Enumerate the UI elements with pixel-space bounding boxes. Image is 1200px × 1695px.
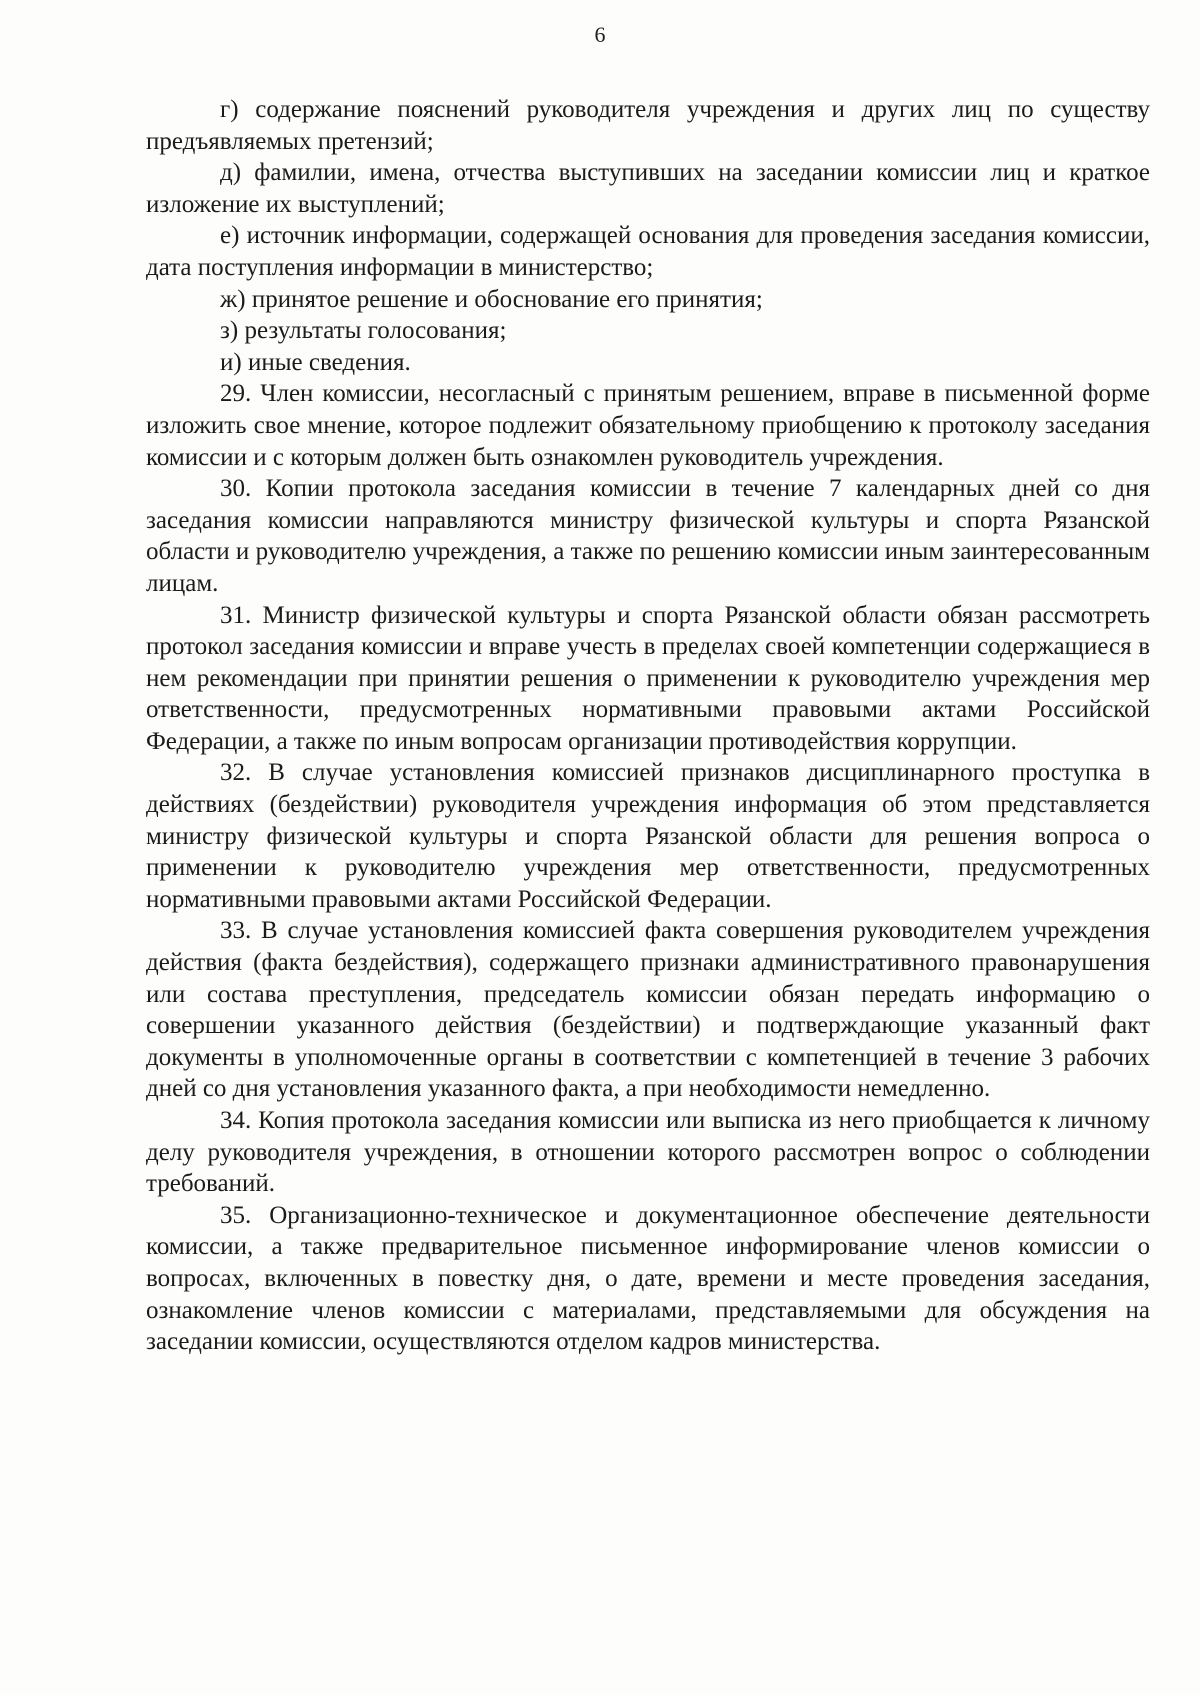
paragraph-30: 30. Копии протокола заседания комиссии в течение 7 календарных дней со дня заседания комиссии направляются министру физической культуры и спорта Рязанской области и руководителю учреждения, а также по решению комиссии иным заинтересованным лицам. bbox=[146, 475, 1150, 597]
paragraph-item-d: д) фамилии, имена, отчества выступивших на заседании комиссии лиц и краткое изложение их выступлений; bbox=[146, 159, 1150, 218]
page-number: 6 bbox=[594, 22, 606, 47]
paragraph-item-z: з) результаты голосования; bbox=[220, 317, 507, 345]
paragraph-item-g: г) содержание пояснений руководителя учреждения и других лиц по существу предъявляемых претензий; bbox=[146, 96, 1150, 155]
document-body bbox=[146, 94, 1150, 1358]
paragraph-32: 32. В случае установления комиссией признаков дисциплинарного проступка в действиях (бездействии) руководителя учреждения информация об этом представляется министру физической культуры и спорта Рязанской области для решения вопроса о применении к руководителю учреждения мер ответственности, предусмотренных нормативными правовыми актами Российской Федерации. bbox=[146, 759, 1150, 913]
paragraph-29: 29. Член комиссии, несогласный с принятым решением, вправе в письменной форме изложить свое мнение, которое подлежит обязательному приобщению к протоколу заседания комиссии и с которым должен быть ознакомлен руководитель учреждения. bbox=[146, 380, 1150, 471]
paragraph-33: 33. В случае установления комиссией факта совершения руководителем учреждения действия (факта бездействия), содержащего признаки административного правонарушения или состава преступления, председатель комиссии обязан передать информацию о совершении указанного действия (бездействии) и подтверждающие указанный факт документы в уполномоченные органы в соответствии с компетенцией в течение 3 рабочих дней со дня установления указанного факта, а при необходимости немедленно. bbox=[146, 917, 1150, 1103]
paragraph-item-zh: ж) принятое решение и обоснование его принятия; bbox=[220, 285, 763, 313]
paragraph-34: 34. Копия протокола заседания комиссии или выписка из него приобщается к личному делу руководителя учреждения, в отношении которого рассмотрен вопрос о соблюдении требований. bbox=[146, 1107, 1150, 1198]
paragraph-35: 35. Организационно-техническое и документационное обеспечение деятельности комиссии, а также предварительное письменное информирование членов комиссии о вопросах, включенных в повестку дня, о дате, времени и месте проведения заседания, ознакомление членов комиссии с материалами, представляемыми для обсуждения на заседании комиссии, осуществляются отделом кадров министерства. bbox=[146, 1201, 1150, 1356]
paragraph-31: 31. Министр физической культуры и спорта Рязанской области обязан рассмотреть протокол заседания комиссии и вправе учесть в пределах своей компетенции содержащиеся в нем рекомендации при принятии решения о применении к руководителю учреждения мер ответственности, предусмотренных нормативными правовыми актами Российской Федерации, а также по иным вопросам организации противодействия коррупции. bbox=[146, 601, 1150, 755]
paragraph-item-i: и) иные сведения. bbox=[220, 348, 411, 376]
paragraph-item-e: е) источник информации, содержащей основания для проведения заседания комиссии, дата поступления информации в министерство; bbox=[146, 222, 1150, 281]
